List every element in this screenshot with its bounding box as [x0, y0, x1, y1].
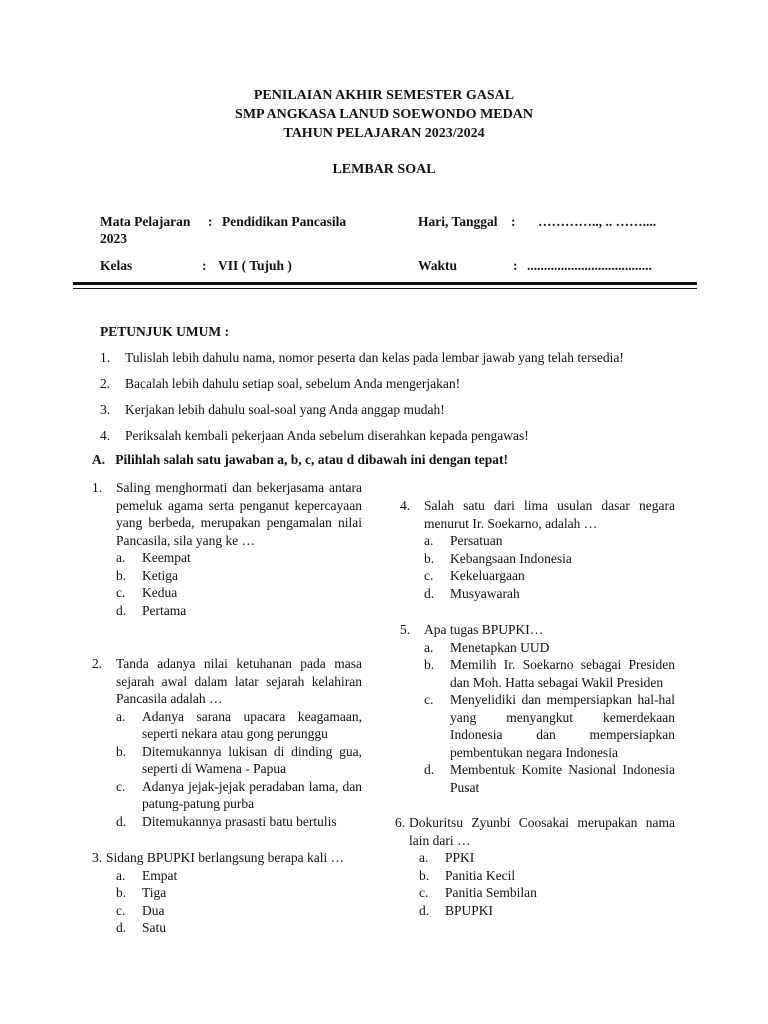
subject-separator: :: [208, 214, 213, 229]
option-c: c. Kedua: [116, 585, 178, 600]
option-d: d. Musyawarah: [424, 585, 520, 601]
question-text: Sidang BPUPKI berlangsung berapa kali …: [106, 850, 345, 865]
instruction-text: Periksalah kembali pekerjaan Anda sebelum diserahkan kepada pengawas!: [125, 428, 529, 443]
question-text: Salah satu dari lima usulan dasar negara menurut Ir. Soekarno, adalah …: [424, 498, 675, 531]
header-divider-thin: [73, 288, 697, 289]
question-1: 1. Saling menghormati dan bekerjasama antara pemeluk agama serta penganut kepercayaan yang berbeda, merupakan pengamalan nilai Pancasila, sila yang ke … a. Keempat b. Ketiga c. Kedua d. Pertama: [92, 480, 362, 618]
day-value: ………….., .. ……....: [538, 214, 657, 229]
class-value: VII ( Tujuh ): [218, 258, 292, 273]
option-c: c. Kekeluargaan: [424, 568, 525, 583]
day-separator: :: [511, 214, 516, 229]
instruction-text: Bacalah lebih dahulu setiap soal, sebelum Anda mengerjakan!: [125, 376, 461, 391]
section-a-heading: A. Pilihlah salah satu jawaban a, b, c, atau d dibawah ini dengan tepat!: [92, 452, 508, 467]
subject-year: 2023: [100, 231, 127, 246]
subject-value: Pendidikan Pancasila: [222, 214, 347, 229]
option-a: a. Menetapkan UUD: [424, 639, 550, 655]
option-c: c. Adanya jejak-jejak peradaban lama, dan patung-patung purba: [116, 778, 362, 811]
school-year: TAHUN PELAJARAN 2023/2024: [283, 126, 485, 141]
question-text: Dokuritsu Zyunbi Coosakai merupakan nama lain dari …: [409, 815, 675, 848]
question-6: 6. Dokuritsu Zyunbi Coosakai merupakan nama lain dari … a. PPKI b. Panitia Kecil c. Panitia Sembilan d. BPUPKI: [395, 815, 675, 918]
option-d: d. Ditemukannya prasasti batu bertulis: [116, 813, 337, 829]
time-value: .....................................: [527, 258, 652, 273]
option-d: d. Satu: [116, 920, 167, 935]
question-4: 4. Salah satu dari lima usulan dasar negara menurut Ir. Soekarno, adalah … a. Persatuan b. Kebangsaan Indonesia c. Kekeluargaan d. Musyawarah: [400, 498, 675, 601]
question-text: Saling menghormati dan bekerjasama antara pemeluk agama serta penganut kepercayaan yang berbeda, merupakan pengamalan nilai Pancasila, sila yang ke …: [116, 480, 362, 548]
class-label: Kelas: [100, 258, 133, 273]
option-d: d. Membentuk Komite Nasional Indonesia Pusat: [424, 762, 675, 795]
school-name: SMP ANGKASA LANUD SOEWONDO MEDAN: [235, 107, 533, 122]
option-a: a. Persatuan: [424, 533, 503, 548]
option-d: d. BPUPKI: [419, 902, 494, 918]
exam-title: PENILAIAN AKHIR SEMESTER GASAL: [253, 88, 515, 103]
time-separator: :: [513, 258, 518, 273]
header-divider-thick: [73, 282, 697, 285]
day-label: Hari, Tanggal: [418, 214, 498, 229]
instruction-text: Tulislah lebih dahulu nama, nomor peserta dan kelas pada lembar jawab yang telah tersedia!: [125, 350, 624, 365]
option-a: a. Adanya sarana upacara keagamaan, seperti nekara atau gong perunggu: [116, 708, 362, 741]
sheet-title: LEMBAR SOAL: [332, 162, 436, 177]
option-a: a. Empat: [116, 867, 178, 883]
instructions-title: PETUNJUK UMUM :: [100, 324, 229, 339]
question-text: Tanda adanya nilai ketuhanan pada masa sejarah awal dalam latar sejarah kelahiran Pancasila adalah …: [116, 656, 362, 706]
option-b: b. Kebangsaan Indonesia: [424, 550, 572, 566]
subject-label: Mata Pelajaran: [100, 214, 191, 229]
question-5: 5. Apa tugas BPUPKI… a. Menetapkan UUD b. Memilih Ir. Soekarno sebagai Presiden dan Moh. Hatta sebagai Wakil Presiden c. Menyelidiki dan mempersiapkan hal-hal yang menyangkut kemerdekaan Indonesia dan mempersiapkan pembentukan negara Indonesia d. Membentuk Komite Nasional Indonesia Pusat: [400, 622, 675, 795]
option-d: d. Pertama: [116, 602, 187, 618]
option-c: c. Panitia Sembilan: [419, 885, 537, 900]
option-b: b. Panitia Kecil: [419, 867, 516, 883]
class-separator: :: [202, 258, 207, 273]
option-b: b. Tiga: [116, 885, 167, 900]
instruction-text: Kerjakan lebih dahulu soal-soal yang Anda anggap mudah!: [125, 402, 445, 417]
question-2: 2. Tanda adanya nilai ketuhanan pada masa sejarah awal dalam latar sejarah kelahiran Pancasila adalah … a. Adanya sarana upacara keagamaan, seperti nekara atau gong perunggu b. Ditemukannya lukisan di dinding gua, seperti di Wamena - Papua c. Adanya jejak-jejak peradaban lama, dan patung-patung purba d. Ditemukannya prasasti batu bertulis: [92, 656, 362, 829]
option-c: c. Dua: [116, 902, 165, 918]
time-label: Waktu: [418, 258, 458, 273]
option-a: a. PPKI: [419, 850, 475, 865]
option-b: b. Ditemukannya lukisan di dinding gua, seperti di Wamena - Papua: [116, 743, 362, 776]
option-b: b. Ketiga: [116, 567, 178, 583]
option-a: a. Keempat: [116, 550, 191, 565]
question-text: Apa tugas BPUPKI…: [424, 622, 544, 637]
option-c: c. Menyelidiki dan mempersiapkan hal-hal yang menyangkut kemerdekaan Indonesia dan mempersiapkan pembentukan negara Indonesia: [424, 692, 675, 760]
option-b: b. Memilih Ir. Soekarno sebagai Presiden dan Moh. Hatta sebagai Wakil Presiden: [424, 657, 675, 690]
question-3: 3. Sidang BPUPKI berlangsung berapa kali … a. Empat b. Tiga c. Dua d. Satu: [92, 849, 362, 937]
